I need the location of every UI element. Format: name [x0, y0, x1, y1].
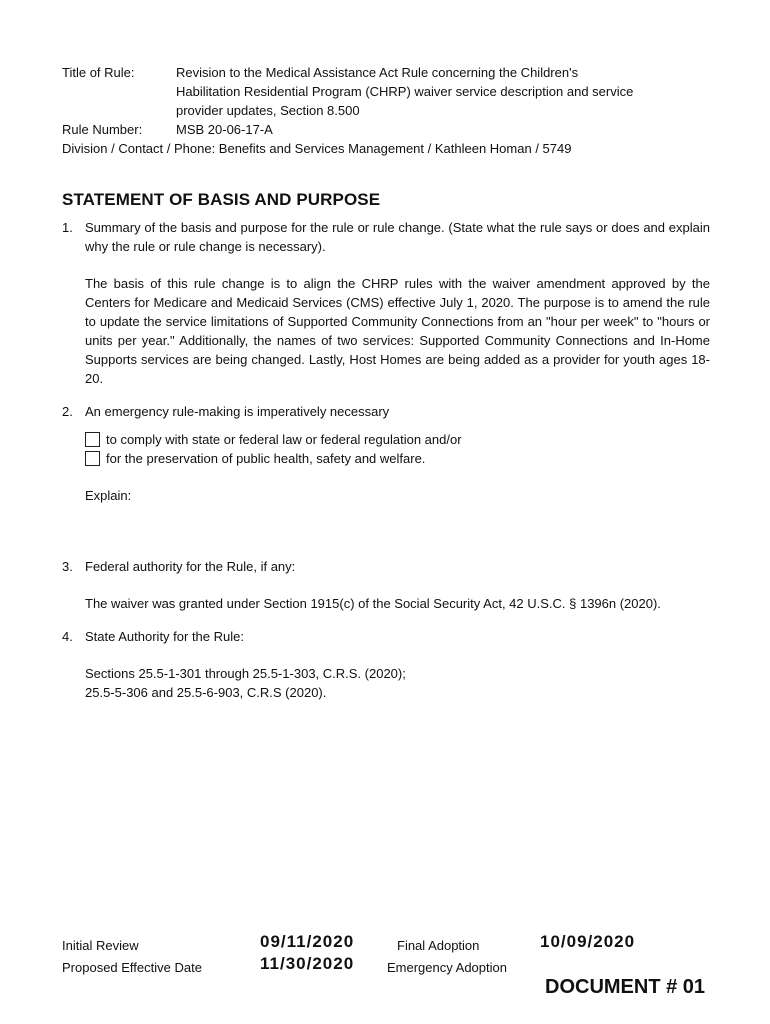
final-adoption-date: 10/09/2020 — [540, 932, 636, 951]
title-line: provider updates, Section 8.500 — [176, 103, 360, 118]
emergency-adoption-label: Emergency Adoption — [387, 960, 507, 975]
item-number: 3. — [62, 559, 73, 574]
item-number: 2. — [62, 404, 73, 419]
item-question: An emergency rule-making is imperatively necessary — [85, 404, 390, 419]
item-body — [85, 557, 710, 613]
rule-number-row — [62, 120, 710, 139]
rule-number-value: MSB 20-06-17-A — [176, 122, 273, 137]
checkbox-comply-law[interactable] — [85, 432, 100, 447]
title-of-rule-value — [176, 63, 710, 120]
item-2 — [62, 402, 710, 557]
review-dates-footer — [62, 932, 710, 976]
initial-review-date: 09/11/2020 — [260, 932, 355, 951]
footer-row-initial — [62, 932, 710, 954]
option-label: to comply with state or federal law or federal regulation and/or — [106, 432, 462, 447]
item-3 — [62, 557, 710, 613]
item-body — [85, 218, 710, 388]
item-1 — [62, 218, 710, 388]
option-comply-law — [85, 430, 710, 449]
item-body — [85, 627, 710, 702]
title-of-rule-row — [62, 63, 710, 120]
title-of-rule-label: Title of Rule: — [62, 65, 135, 80]
option-label: for the preservation of public health, safety and welfare. — [106, 451, 426, 466]
emergency-options — [85, 430, 710, 468]
item-number: 1. — [62, 220, 73, 235]
rule-document — [62, 63, 710, 702]
item-answer-line: 25.5-5-306 and 25.5-6-903, C.R.S (2020). — [85, 685, 327, 700]
checkbox-public-health[interactable] — [85, 451, 100, 466]
item-number: 4. — [62, 629, 73, 644]
item-question: Federal authority for the Rule, if any: — [85, 559, 296, 574]
section-heading: STATEMENT OF BASIS AND PURPOSE — [62, 190, 381, 209]
title-line: Habilitation Residential Program (CHRP) waiver service description and service — [176, 84, 634, 99]
explain-space — [85, 505, 710, 557]
item-question: State Authority for the Rule: — [85, 629, 244, 644]
footer-row-proposed — [62, 954, 710, 976]
item-answer: The waiver was granted under Section 1915(c) of the Social Security Act, 42 U.S.C. § 1396n (2020). — [85, 596, 661, 611]
title-line: Revision to the Medical Assistance Act Rule concerning the Children's — [176, 65, 579, 80]
option-public-health — [85, 449, 710, 468]
item-answer-line: Sections 25.5-1-301 through 25.5-1-303, C.R.S. (2020); — [85, 666, 406, 681]
item-body — [85, 402, 710, 557]
item-question: Summary of the basis and purpose for the rule or rule change. (State what the rule says or does and explain why the rule or rule change is necessary). — [85, 220, 710, 254]
item-4 — [62, 627, 710, 702]
rule-number-label: Rule Number: — [62, 122, 143, 137]
document-number: DOCUMENT # 01 — [545, 976, 706, 998]
item-answer: The basis of this rule change is to align the CHRP rules with the waiver amendment approved by the Centers for Medicare and Medicaid Services (CMS) effective July 1, 2020. The purpose is to amend the rule to update the service limitations of Supported Community Connections from an "hour per week" to "hours or units per year." Additionally, the names of two services: Supported Community Connections and In-Home Supports services are being changed. Lastly, Host Homes are being added as a provider for youth ages 18-20. — [85, 276, 710, 386]
explain-label: Explain: — [85, 488, 132, 503]
proposed-effective-date: 11/30/2020 — [260, 954, 355, 973]
initial-review-label: Initial Review — [62, 938, 139, 953]
division-contact-line: Division / Contact / Phone: Benefits and Services Management / Kathleen Homan / 5749 — [62, 141, 572, 156]
proposed-effective-label: Proposed Effective Date — [62, 960, 202, 975]
final-adoption-label: Final Adoption — [397, 938, 480, 953]
